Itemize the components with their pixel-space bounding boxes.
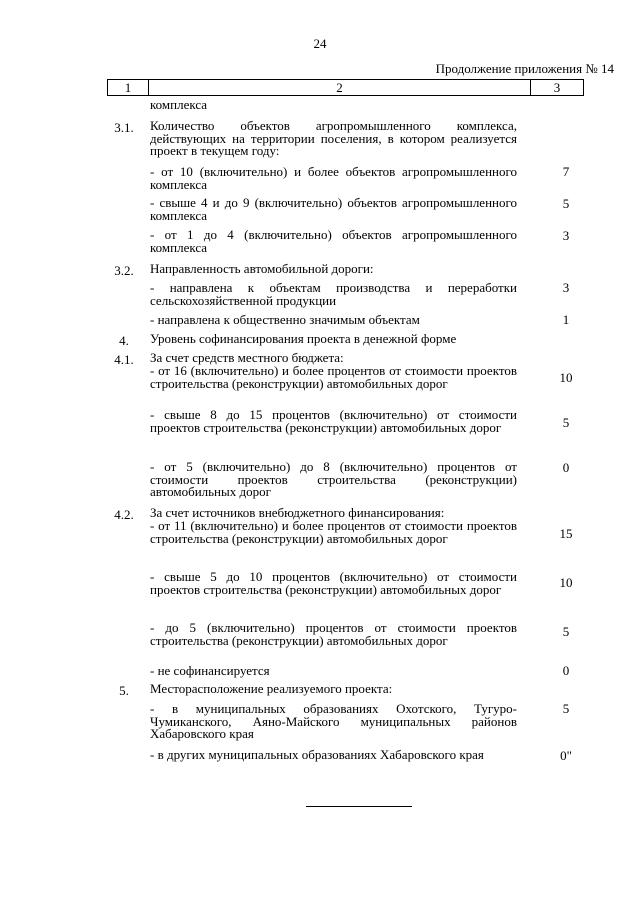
table-row-text: - свыше 5 до 10 процентов (включительно) от стоимости проектов строительства (реконструкции) автомобильных дорог: [150, 569, 517, 597]
table-row-text: - направлена к общественно значимым объектам: [150, 312, 420, 327]
table-row-text: Уровень софинансирования проекта в денежной форме: [150, 331, 457, 346]
table-row-text: - направлена к объектам производства и переработки сельскохозяйственной продукции: [150, 280, 517, 308]
row-number: 3.2.: [114, 263, 134, 278]
row-points: 5: [562, 196, 570, 211]
row-number: 3.1.: [114, 120, 134, 135]
page-end-divider: [306, 806, 412, 807]
row-points: 10: [559, 370, 573, 385]
table-row-text: - свыше 8 до 15 процентов (включительно) от стоимости проектов строительства (реконструкции) автомобильных дорог: [150, 407, 517, 435]
table-header: [107, 79, 584, 96]
header-col-2: 2: [336, 80, 343, 95]
row-points: 5: [562, 415, 570, 430]
header-col-3: 3: [553, 80, 561, 95]
table-row-text: комплекса: [150, 97, 208, 112]
row-points: 10: [559, 575, 573, 590]
table-row-text: Месторасположение реализуемого проекта:: [150, 681, 393, 696]
page-number: 24: [313, 36, 327, 51]
appendix-continuation: Продолжение приложения № 14: [435, 61, 614, 76]
row-points: 5: [562, 624, 570, 639]
table-row-text: - от 5 (включительно) до 8 (включительно) процентов от стоимости проектов строительства (реконструкции) автомобильных дорог: [150, 459, 517, 500]
table-row-text: - в муниципальных образованиях Охотского, Тугуро-Чумиканского, Аяно-Майского муниципальных районов Хабаровского края: [150, 701, 517, 742]
row-points: 5: [562, 701, 570, 716]
table-row-text: Направленность автомобильной дороги:: [150, 261, 374, 276]
table-row-text: - от 10 (включительно) и более объектов агропромышленного комплекса: [150, 164, 517, 192]
table-row-text: - свыше 4 и до 9 (включительно) объектов агропромышленного комплекса: [150, 195, 517, 223]
table-row-text: - в других муниципальных образованиях Хабаровского края: [150, 747, 484, 762]
row-points: 3: [562, 228, 570, 243]
table-row-text: - до 5 (включительно) процентов от стоимости проектов строительства (реконструкции) автомобильных дорог: [150, 620, 517, 648]
table-row-text: - от 11 (включительно) и более процентов от стоимости проектов строительства (реконструкции) автомобильных дорог: [150, 518, 517, 546]
table-row-text: За счет средств местного бюджета:: [150, 350, 344, 365]
row-points: 1: [562, 312, 570, 327]
row-points: 0": [560, 748, 572, 763]
row-points: 15: [559, 526, 573, 541]
row-number: 4.: [119, 333, 129, 348]
row-points: 7: [562, 164, 570, 179]
table-row-text: - от 16 (включительно) и более процентов от стоимости проектов строительства (реконструкции) автомобильных дорог: [150, 363, 517, 391]
row-number: 4.2.: [114, 507, 134, 522]
table-row-text: - не софинансируется: [150, 663, 270, 678]
table-row-text: Количество объектов агропромышленного комплекса, действующих на территории поселения, в котором реализуется проект в текущем году:: [150, 118, 517, 159]
row-number: 5.: [119, 683, 129, 698]
row-number: 4.1.: [114, 352, 134, 367]
row-points: 0: [562, 460, 570, 475]
table-row-text: - от 1 до 4 (включительно) объектов агропромышленного комплекса: [150, 227, 517, 255]
row-points: 0: [562, 663, 570, 678]
row-points: 3: [562, 280, 570, 295]
table-row-text: За счет источников внебюджетного финансирования:: [150, 505, 445, 520]
header-col-1: 1: [124, 80, 132, 95]
